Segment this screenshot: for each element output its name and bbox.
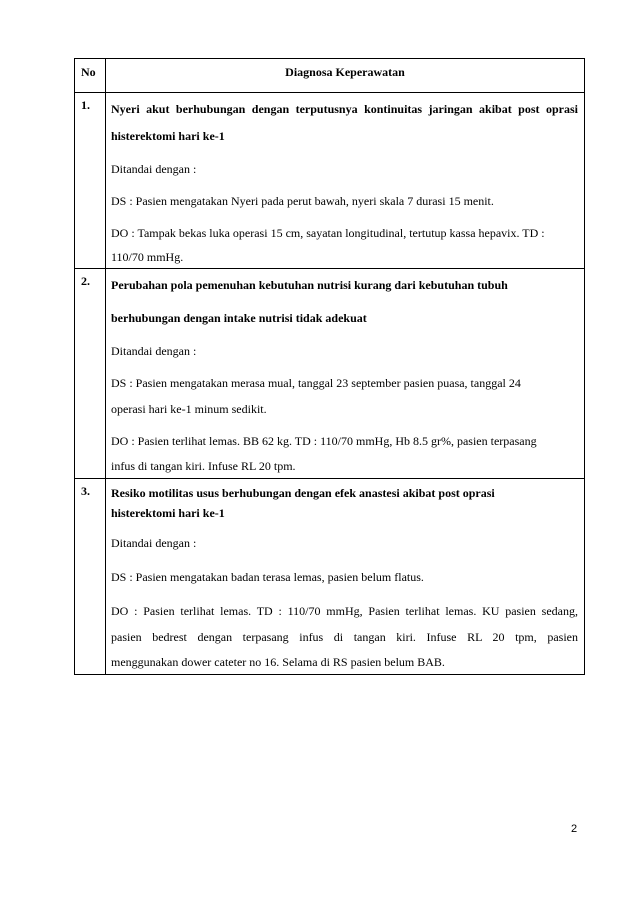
subjective-data-cont: operasi hari ke-1 minum sedikit. xyxy=(111,402,267,416)
row-number: 3. xyxy=(75,479,106,675)
subjective-data: DS : Pasien mengatakan badan terasa lemas, pasien belum flatus. xyxy=(111,570,424,584)
diagnosis-cell xyxy=(106,479,585,675)
header-diagnosis: Diagnosa Keperawatan xyxy=(106,59,585,93)
row-number: 2. xyxy=(75,269,106,479)
header-no: No xyxy=(75,59,106,93)
objective-data-cont: menggunakan dower cateter no 16. Selama di RS pasien belum BAB. xyxy=(111,655,445,669)
diagnosis-title-cont: histerektomi hari ke-1 xyxy=(111,129,225,143)
table-header-row xyxy=(75,59,585,93)
diagnosis-title: Resiko motilitas usus berhubungan dengan efek anastesi akibat post oprasi xyxy=(111,486,495,500)
page-number: 2 xyxy=(571,823,578,835)
diagnosis-title: Perubahan pola pemenuhan kebutuhan nutrisi kurang dari kebutuhan tubuh xyxy=(111,278,508,292)
objective-data: DO : Tampak bekas luka operasi 15 cm, sayatan longitudinal, tertutup kassa hepavix. TD : xyxy=(111,226,545,240)
objective-data-cont: pasien bedrest dengan terpasang infus di tangan kiri. Infuse RL 20 tpm, pasien xyxy=(111,630,578,644)
diagnosis-cell xyxy=(106,93,585,269)
diagnosis-cell xyxy=(106,269,585,479)
table-row xyxy=(75,479,585,675)
objective-data-cont: infus di tangan kiri. Infuse RL 20 tpm. xyxy=(111,459,296,473)
objective-data: DO : Pasien terlihat lemas. BB 62 kg. TD : 110/70 mmHg, Hb 8.5 gr%, pasien terpasang xyxy=(111,434,537,448)
objective-data-cont: 110/70 mmHg. xyxy=(111,250,184,264)
subjective-data: DS : Pasien mengatakan merasa mual, tanggal 23 september pasien puasa, tanggal 24 xyxy=(111,376,521,390)
table-row xyxy=(75,269,585,479)
diagnosis-table xyxy=(74,58,585,675)
table-row xyxy=(75,93,585,269)
signs-label: Ditandai dengan : xyxy=(111,344,197,358)
signs-label: Ditandai dengan : xyxy=(111,162,197,176)
signs-label: Ditandai dengan : xyxy=(111,536,197,550)
diagnosis-title: Nyeri akut berhubungan dengan terputusnya kontinuitas jaringan akibat post oprasi xyxy=(111,102,578,116)
objective-data: DO : Pasien terlihat lemas. TD : 110/70 mmHg, Pasien terlihat lemas. KU pasien sedang, xyxy=(111,604,578,618)
row-number: 1. xyxy=(75,93,106,269)
diagnosis-title-cont: berhubungan dengan intake nutrisi tidak adekuat xyxy=(111,311,367,325)
subjective-data: DS : Pasien mengatakan Nyeri pada perut bawah, nyeri skala 7 durasi 15 menit. xyxy=(111,194,494,208)
diagnosis-title-cont: histerektomi hari ke-1 xyxy=(111,506,225,520)
